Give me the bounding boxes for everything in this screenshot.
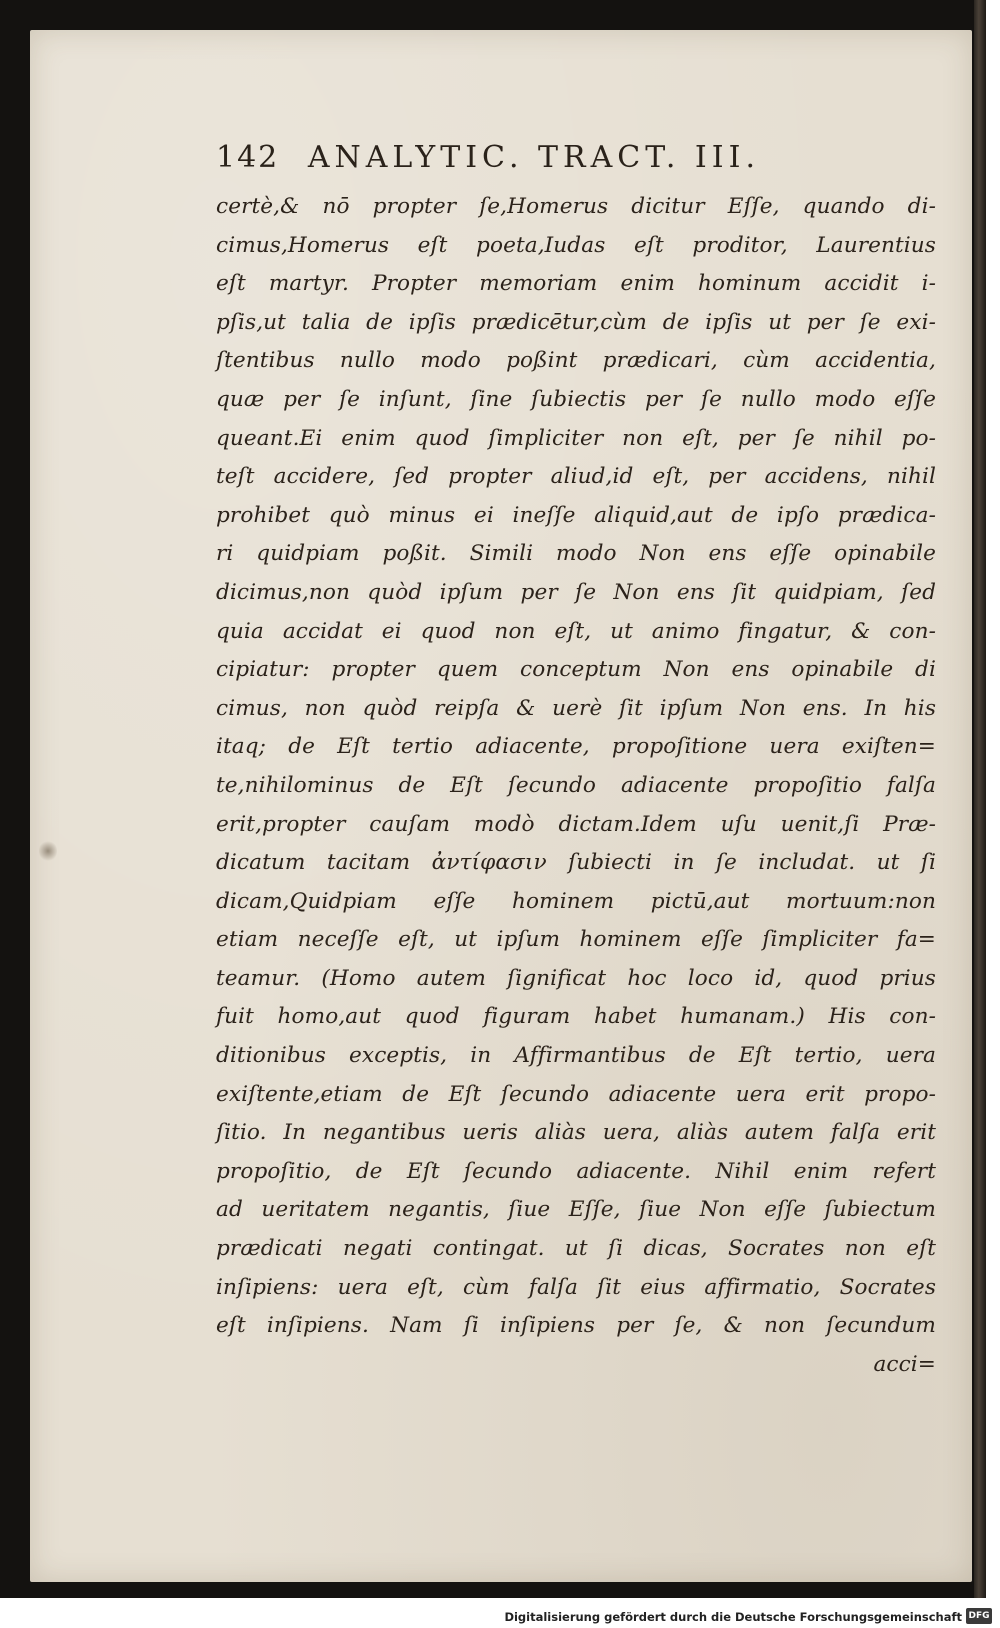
text-line: exiſtente,etiam de Eſt ſecundo adiacente uera erit propo- xyxy=(216,1081,936,1107)
text-line: etiam neceſſe eſt, ut ipſum hominem eſſe ſimpliciter fa= xyxy=(216,927,936,953)
text-line: cipiatur: propter quem conceptum Non ens opinabile di xyxy=(216,657,936,683)
text-line: quia accidat ei quod non eſt, ut animo fingatur, & con- xyxy=(216,618,936,644)
text-line: ri quidpiam poßit. Simili modo Non ens eſſe opinabile xyxy=(216,541,936,567)
text-line: inſipiens: uera eſt, cùm falſa ſit eius affirmatio, Socrates xyxy=(216,1274,936,1300)
text-line: pſis,ut talia de ipſis prædicētur,cùm de ipſis ut per ſe exi- xyxy=(216,309,936,335)
text-line: certè,& nō propter ſe,Homerus dicitur Eſſe, quando di- xyxy=(216,194,936,219)
text-line: ſtentibus nullo modo poßint prædicari, cùm accidentia, xyxy=(216,348,936,374)
text-line: ad ueritatem negantis, ſiue Eſſe, ſiue Non eſſe ſubiectum xyxy=(216,1197,936,1223)
text-line: dicimus,non quòd ipſum per ſe Non ens ſit quidpiam, ſed xyxy=(216,579,936,605)
text-line: erit,propter cauſam modò dictam.Idem uſu uenit,ſi Præ- xyxy=(216,811,936,837)
text-line: queant.Ei enim quod ſimpliciter non eſt, per ſe nihil po- xyxy=(216,425,936,451)
catchword: acci= xyxy=(873,1351,936,1377)
text-line: cimus,Homerus eſt poeta,Iudas eſt proditor, Laurentius xyxy=(216,232,936,258)
text-line: quæ per ſe inſunt, ſine ſubiectis per ſe nullo modo eſſe xyxy=(216,386,936,412)
body-text xyxy=(216,188,936,1384)
page-header xyxy=(216,140,916,190)
page-edge-strip xyxy=(974,0,986,1598)
text-line: ſitio. In negantibus ueris aliàs uera, aliàs autem falſa erit xyxy=(216,1120,936,1146)
text-line: propoſitio, de Eſt ſecundo adiacente. Nihil enim refert xyxy=(216,1158,936,1184)
text-line: eſt martyr. Propter memoriam enim hominum accidit i- xyxy=(216,271,936,297)
digitization-footer xyxy=(0,1598,1000,1628)
page-number: 142 xyxy=(216,140,280,175)
text-line: dicam,Quidpiam eſſe hominem pictū,aut mortuum:non xyxy=(216,888,936,914)
text-line: prædicati negati contingat. ut ſi dicas, Socrates non eſt xyxy=(216,1236,936,1262)
text-line: teamur. (Homo autem ſignificat hoc loco id, quod prius xyxy=(216,965,936,991)
text-line: fuit homo,aut quod figuram habet humanam.) His con- xyxy=(216,1004,936,1030)
text-line: teſt accidere, ſed propter aliud,id eſt, per accidens, nihil xyxy=(216,464,936,490)
running-head: ANALYTIC. TRACT. III. xyxy=(307,140,760,175)
text-line: ditionibus exceptis, in Affirmantibus de Eſt tertio, uera xyxy=(216,1043,936,1069)
text-line: cimus, non quòd reipſa & uerè ſit ipſum Non ens. In his xyxy=(216,695,936,721)
text-line: dicatum tacitam ἀντίφασιν ſubiecti in ſe includat. ut ſi xyxy=(216,850,936,876)
paper-stain xyxy=(39,840,57,862)
book-page xyxy=(30,30,972,1582)
text-line: eſt inſipiens. Nam ſi inſipiens per ſe, & non ſecundum xyxy=(216,1313,936,1339)
text-line: prohibet quò minus ei ineſſe aliquid,aut de ipſo prædica- xyxy=(216,502,936,528)
text-line: itaq; de Eſt tertio adiacente, propoſitione uera exiſten= xyxy=(216,734,936,760)
funding-credit: Digitalisierung gefördert durch die Deutsche Forschungsgemeinschaft xyxy=(504,1610,962,1624)
dfg-logo-icon: DFG xyxy=(966,1608,992,1624)
text-line: te,nihilominus de Eſt ſecundo adiacente propoſitio falſa xyxy=(216,772,936,798)
